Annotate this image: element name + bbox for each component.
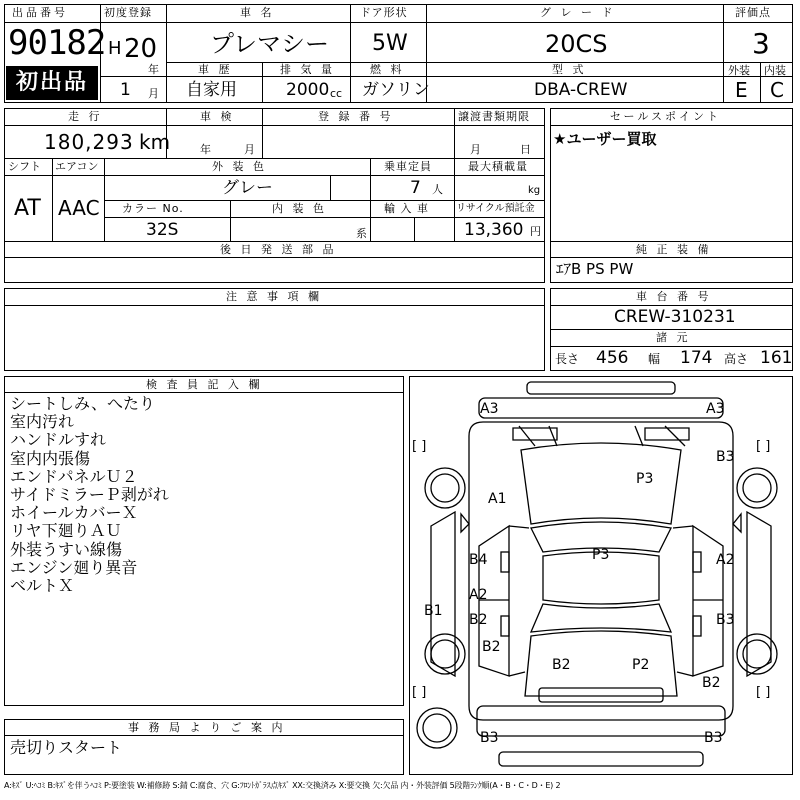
hood-shape	[521, 443, 681, 524]
rear-window-shape	[531, 604, 671, 632]
right-handle-shape	[693, 552, 701, 572]
interior-label: 内装	[764, 64, 786, 77]
registration-year: 20	[124, 34, 158, 64]
divider	[262, 108, 263, 158]
car-diagram	[409, 376, 793, 775]
exterior-label: 外装	[728, 64, 750, 77]
divider	[550, 329, 793, 330]
damage-front-right: A3	[706, 401, 725, 417]
later-parts-label: 後 日 発 送 部 品	[220, 243, 337, 256]
divider	[550, 125, 793, 126]
left-rear-bracket: [ ]	[412, 685, 427, 700]
fuel: ガソリン	[362, 80, 430, 100]
divider	[760, 62, 761, 103]
front-grille-shape	[479, 398, 723, 418]
inspector-note-line: ホイールカバーＸ	[10, 503, 138, 523]
recycle-unit: 円	[530, 225, 541, 238]
damage-right-rear-fender: B2	[702, 675, 721, 691]
divider	[550, 257, 793, 258]
damage-tailgate-left: B2	[552, 657, 571, 673]
score-label: 評価点	[735, 6, 771, 19]
divider	[550, 305, 793, 306]
damage-rear-left: B3	[480, 730, 499, 746]
chassis-number-label: 車 台 番 号	[636, 290, 712, 303]
divider	[230, 200, 231, 242]
car-name-label: 車 名	[240, 6, 275, 19]
rear-under-shape	[499, 752, 703, 766]
month-unit: 月	[148, 87, 159, 100]
color-number: 32S	[146, 220, 179, 240]
damage-right-front-fender: B3	[716, 449, 735, 465]
score: 3	[752, 27, 770, 60]
inspector-note-line: サイドミラーＰ剥がれ	[10, 485, 169, 504]
caution-label: 注 意 事 項 欄	[226, 290, 322, 303]
damage-hood: P3	[636, 471, 654, 487]
damage-roof: P3	[592, 547, 610, 563]
chassis-number: CREW-310231	[614, 307, 736, 327]
damage-rear-right: B3	[704, 730, 723, 746]
divider	[4, 735, 404, 736]
left-mirror-shape	[461, 514, 469, 532]
door-type: 5W	[372, 31, 408, 56]
import-car-label: 輸 入 車	[384, 202, 429, 215]
length-label: 長さ	[555, 352, 580, 366]
first-registration-label: 初度登録	[104, 6, 152, 19]
lot-number-label: 出品番号	[12, 6, 68, 19]
capacity-label: 乗車定員	[384, 160, 432, 173]
right-mirror-shape	[733, 514, 741, 532]
aircon-label: エアコン	[55, 160, 99, 173]
mileage-unit: km	[139, 130, 171, 154]
divider	[100, 22, 793, 23]
right-front-bracket: [ ]	[756, 439, 771, 454]
divider	[723, 62, 793, 63]
right-rear-bracket: [ ]	[756, 685, 771, 700]
left-rear-handle-shape	[501, 616, 509, 636]
inspector-note-line: 室内汚れ	[10, 412, 75, 432]
door-label: ドア形状	[360, 6, 408, 19]
inspector-note-line: ベルトＸ	[10, 576, 75, 595]
divider	[370, 200, 371, 242]
divider	[330, 175, 331, 200]
divider	[4, 305, 545, 306]
divider	[166, 4, 167, 103]
divider	[4, 175, 545, 176]
exterior-color-label: 外 装 色	[212, 160, 267, 173]
color-number-label: カラー No.	[122, 202, 184, 215]
divider	[370, 158, 371, 200]
era-letter: H	[108, 38, 122, 59]
wheel-front-right-inner	[743, 474, 771, 502]
exterior-color: グレー	[222, 178, 273, 198]
divider	[4, 392, 404, 393]
inspection-year-unit: 年	[200, 143, 211, 156]
sales-point-box	[550, 108, 793, 242]
divider	[262, 62, 263, 103]
recycle-deposit-label: リサイクル預託金	[456, 203, 535, 214]
headlight-frame-shape	[513, 428, 689, 440]
rear-bumper-shape	[477, 706, 725, 736]
capacity-unit: 人	[432, 183, 443, 196]
displacement: 2000	[286, 80, 330, 100]
divider	[550, 346, 793, 347]
right-rear-handle-shape	[693, 616, 701, 636]
length: 456	[596, 348, 629, 368]
divider	[104, 217, 545, 218]
capacity: 7	[410, 178, 421, 198]
inspector-notes-label: 検 査 員 記 入 欄	[146, 378, 263, 391]
history-label: 車 歴	[198, 63, 233, 76]
damage-left-rear-fender: B2	[482, 639, 501, 655]
right-pillar-shape	[673, 526, 693, 676]
sales-point-label: セールスポイント	[610, 110, 722, 123]
max-load-unit: kg	[528, 185, 541, 196]
width-label: 幅	[648, 352, 661, 366]
inspection-month-unit: 月	[244, 143, 255, 156]
width: 174	[680, 348, 713, 368]
fuel-label: 燃 料	[370, 63, 405, 76]
damage-right-rear-door: B3	[716, 612, 735, 628]
damage-left-front-door: B4	[469, 552, 488, 568]
car-name: プレマシー	[210, 30, 330, 58]
sales-point: ★ユーザー買取	[553, 130, 657, 148]
registration-number-label: 登 録 番 号	[318, 110, 394, 123]
inspector-note-line: エンジン廻り異音	[10, 557, 138, 577]
legend-text: A:ｷｽﾞ U:ﾍｺﾐ B:ｷｽﾞを伴うﾍｺﾐ P:要塗装 W:補修跡 S:錆 C:腐食、穴 G:ﾌﾛﾝﾄｶﾞﾗｽ点ｷｽﾞ XX:交換済み X:要交換 欠:欠品 内・外装評価 5段階ﾗﾝｸ順(A・B・C・D・E) 2	[4, 781, 561, 790]
model-label: 型 式	[552, 63, 587, 76]
grade: 20CS	[545, 30, 608, 58]
divider	[104, 158, 105, 242]
spec-label: 諸 元	[656, 331, 691, 344]
divider	[4, 158, 545, 159]
divider	[166, 62, 723, 63]
divider	[414, 217, 415, 242]
office-notice-label: 事 務 局 よ り ご 案 内	[128, 721, 286, 734]
left-pillar-shape	[509, 526, 529, 676]
inspector-note-line: シートしみ、へたり	[10, 394, 155, 413]
registration-month: 1	[120, 80, 131, 100]
divider	[454, 108, 455, 158]
inspector-note-line: 室内内張傷	[10, 448, 91, 468]
transfer-deadline-label: 譲渡書類期限	[458, 110, 530, 123]
recycle-deposit: 13,360	[464, 220, 524, 240]
left-front-bracket: [ ]	[412, 439, 427, 454]
interior-score: C	[770, 78, 784, 102]
spare-wheel-inner	[423, 714, 451, 742]
wheel-front-left-inner	[431, 474, 459, 502]
office-notice: 売切りスタート	[10, 738, 123, 757]
max-load-label: 最大積載量	[468, 160, 528, 173]
damage-right-front-door: A2	[716, 552, 735, 568]
damage-front-left: A3	[480, 401, 499, 417]
inspector-note-line: 外装うすい線傷	[10, 539, 123, 559]
divider	[350, 62, 351, 103]
shift-label: シフト	[8, 160, 41, 173]
mileage-label: 走 行	[68, 110, 103, 123]
damage-left-rear-door-upper: A2	[469, 587, 488, 603]
right-sill-shape	[747, 512, 771, 676]
interior-color-label: 内 装 色	[272, 202, 327, 215]
model-code: DBA-CREW	[534, 80, 628, 100]
interior-color-unit: 系	[356, 227, 367, 240]
equipment: ｴｱB PS PW	[556, 260, 634, 278]
displacement-label: 排 気 量	[280, 63, 335, 76]
divider	[454, 158, 455, 242]
damage-left-rear-door: B2	[469, 612, 488, 628]
left-sill-shape	[431, 512, 455, 676]
divider	[723, 4, 724, 103]
inspector-note-line: エンドパネルＵ２	[10, 466, 138, 486]
right-side-shape	[693, 526, 723, 676]
grade-label: グ レ ー ド	[540, 6, 616, 19]
rear-panel-shape	[539, 688, 663, 702]
divider	[104, 200, 545, 201]
transfer-month-unit: 月	[470, 143, 481, 156]
front-bumper-shape	[527, 382, 675, 394]
year-unit: 年	[148, 63, 159, 76]
transfer-day-unit: 日	[520, 143, 531, 156]
divider	[4, 257, 545, 258]
inspection-label: 車 検	[200, 110, 235, 123]
displacement-unit: cc	[330, 87, 343, 100]
aircon-type: AAC	[58, 196, 100, 220]
first-listing-badge: 初出品	[6, 66, 98, 100]
divider	[4, 125, 545, 126]
damage-left-front-fender: A1	[488, 491, 507, 507]
equipment-label: 純 正 装 備	[636, 243, 712, 256]
inspector-note-line: リヤ下廻りＡＵ	[10, 521, 122, 541]
shift-type: AT	[14, 196, 41, 221]
history: 自家用	[186, 80, 237, 100]
damage-tailgate-right: P2	[632, 657, 650, 673]
divider	[100, 76, 793, 77]
tailgate-shape	[525, 631, 677, 696]
mileage: 180,293	[44, 130, 134, 154]
exterior-score: E	[735, 78, 748, 102]
damage-left-sill: B1	[424, 603, 443, 619]
height: 161	[760, 348, 793, 368]
left-handle-shape	[501, 552, 509, 572]
height-label: 高さ	[724, 352, 749, 366]
inspector-note-line: ハンドルすれ	[10, 430, 107, 450]
divider	[52, 158, 53, 242]
lot-number: 90182	[8, 23, 106, 63]
